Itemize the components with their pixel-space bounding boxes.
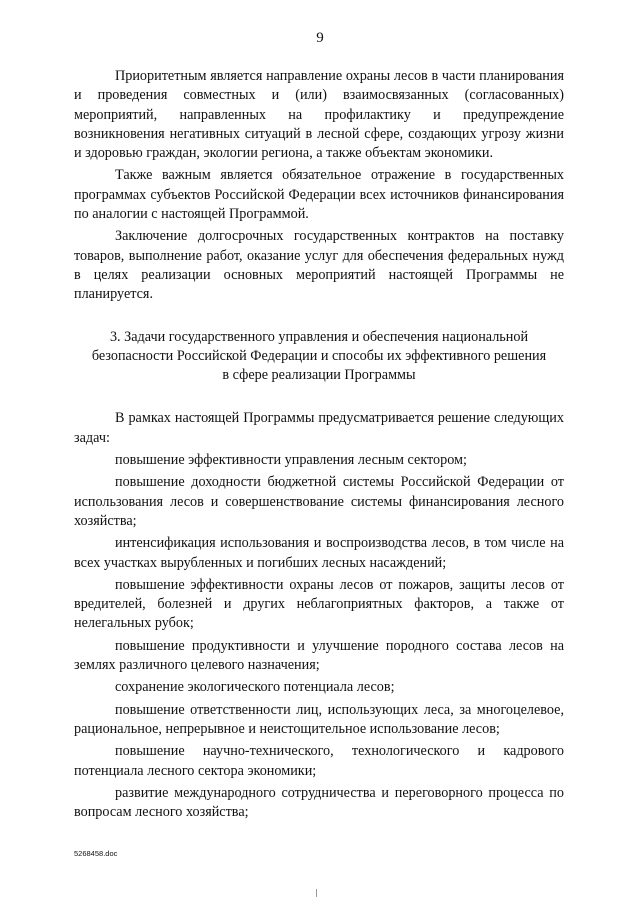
list-item: повышение продуктивности и улучшение породного состава лесов на землях различного целевого назначения; [74,637,564,674]
list-item: повышение доходности бюджетной системы Российской Федерации от использования лесов и совершенствование системы финансирования лесного хозяйства; [74,474,564,529]
list-item: повышение научно-технического, технологического и кадрового потенциала лесного сектора экономики; [74,743,564,779]
section-heading [74,328,564,386]
paragraph: В рамках настоящей Программы предусматривается решение следующих задач: [74,410,564,446]
paragraph: Заключение долгосрочных государственных контрактов на поставку товаров, выполнение работ, оказание услуг для обеспечения федеральных нужд в целях реализации основных мероприятий настоящей Программы не планируется. [74,228,564,303]
list-item: повышение эффективности управления лесным сектором; [115,452,467,469]
list-item: интенсификация использования и воспроизводства лесов, в том числе на всех участках вырубленных и погибших лесных насаждений; [74,535,564,571]
page-number: 9 [316,30,324,46]
scan-mark [316,889,317,897]
list-item: сохранение экологического потенциала лесов; [115,679,395,696]
list-item: повышение эффективности охраны лесов от пожаров, защиты лесов от вредителей, болезней и других неблагоприятных факторов, а также от нелегальных рубок; [74,576,564,632]
file-name-footer: 5268458.doc [74,849,118,858]
paragraph: Также важным является обязательное отражение в государственных программах субъектов Российской Федерации всех источников финансирования по аналогии с настоящей Программой. [74,167,564,223]
section-heading-line: в сфере реализации Программы [222,367,416,384]
list-item: развитие международного сотрудничества и переговорного процесса по вопросам лесного хозяйства; [74,784,564,821]
section-heading-line: 3. Задачи государственного управления и обеспечения национальной [109,328,529,345]
list-item: повышение ответственности лиц, использующих леса, за многоцелевое, рациональное, непрерывное и неистощительное использование лесов; [74,701,564,737]
section-heading-line: безопасности Российской Федерации и способы их эффективного решения [91,347,547,364]
page-content [74,67,564,822]
paragraph: Приоритетным является направление охраны лесов в части планирования и проведения совместных и (или) взаимосвязанных (согласованных) мероприятий, направленных на профилактику и предупреждение возникновения негативных ситуаций в лесной сфере, создающих угрозу жизни и здоровью граждан, экологии региона, а также объектам экономики. [74,68,564,162]
